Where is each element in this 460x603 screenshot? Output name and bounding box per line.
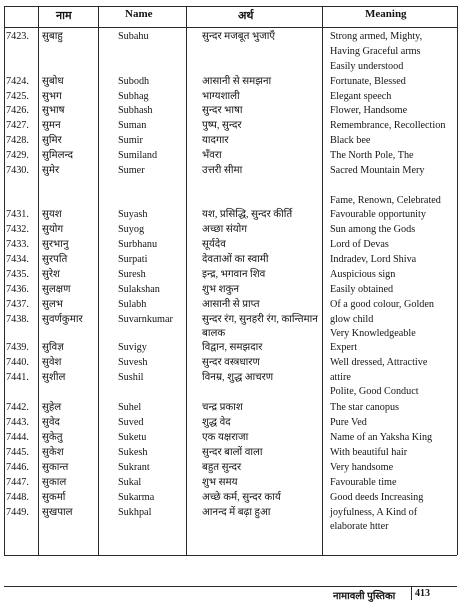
table-row: [0, 341, 460, 355]
entry-name: Suketu: [118, 432, 147, 443]
entry-meaning-hi-continued: बालक: [202, 328, 226, 339]
entry-meaning-en: With beautiful hair: [330, 447, 408, 458]
entry-name: Sulabh: [118, 299, 147, 310]
table-row: [0, 476, 460, 490]
entry-num: 7434.: [6, 254, 29, 265]
page-number: 413: [415, 588, 430, 599]
entry-hindi: सुबाहु: [42, 31, 63, 42]
entry-meaning-hi: बहुत सुन्दर: [202, 462, 242, 473]
entry-meaning-en: Elegant speech: [330, 91, 392, 102]
entry-hindi: सुमिर: [42, 135, 62, 146]
column-header-hindi-name: नाम: [56, 10, 72, 22]
entry-hindi: सुखपाल: [42, 507, 73, 518]
entry-hindi: सुलभ: [42, 299, 63, 310]
entry-meaning-en: Very handsome: [330, 462, 394, 473]
entry-meaning-en: Favourable opportunity: [330, 209, 426, 220]
entry-meaning-hi: विद्वान, समझदार: [202, 342, 263, 353]
entry-meaning-hi: शुद्ध वेद: [202, 417, 231, 428]
entry-hindi: सुरपति: [42, 254, 68, 265]
entry-meaning-hi: आसानी से प्राप्त: [202, 299, 260, 310]
table-row: [0, 30, 460, 44]
entry-num: 7441.: [6, 372, 29, 383]
entry-hindi: सुलक्षण: [42, 284, 71, 295]
entry-hindi: सुकाल: [42, 477, 67, 488]
entry-name: Sulakshan: [118, 284, 160, 295]
entry-name: Sumiland: [118, 150, 158, 161]
entry-num: 7429.: [6, 150, 29, 161]
entry-name: Suresh: [118, 269, 146, 280]
entry-num: 7433.: [6, 239, 29, 250]
table-row: [0, 313, 460, 327]
entry-meaning-en: Sacred Mountain Mery: [330, 165, 425, 176]
entry-meaning-en: glow child: [330, 314, 374, 325]
entry-name: Sukal: [118, 477, 142, 488]
entry-meaning-en: Flower, Handsome: [330, 105, 408, 116]
entry-name: Subhash: [118, 105, 153, 116]
entry-meaning-en: Fortunate, Blessed: [330, 76, 406, 87]
entry-meaning-hi: सूर्यदेव: [202, 239, 226, 250]
entry-hindi: सुयोग: [42, 224, 64, 235]
table-row-continuation: [0, 45, 460, 59]
entry-meaning-hi: इन्द्र, भगवान शिव: [202, 269, 266, 280]
entry-num: 7449.: [6, 507, 29, 518]
entry-meaning-en: The star canopus: [330, 402, 400, 413]
entry-meaning-hi: सुन्दर रंग, सुनहरी रंग, कान्तिमान: [202, 314, 318, 325]
entry-num: 7426.: [6, 105, 29, 116]
table-row: [0, 298, 460, 312]
entry-meaning-en: Expert: [330, 342, 358, 353]
entry-meaning-en: Favourable time: [330, 477, 397, 488]
table-row: [0, 283, 460, 297]
entry-name: Sushil: [118, 372, 144, 383]
entry-meaning-hi: भाग्यशाली: [202, 91, 240, 102]
entry-num: 7423.: [6, 31, 29, 42]
entry-name: Sukhpal: [118, 507, 152, 518]
entry-name: Suhel: [118, 402, 142, 413]
entry-num: 7425.: [6, 91, 29, 102]
entry-meaning-hi: शुभ समय: [202, 477, 238, 488]
table-row: [0, 253, 460, 267]
entry-num: 7444.: [6, 432, 29, 443]
table-bottom-rule: [4, 555, 457, 556]
entry-meaning-en: attire: [330, 372, 351, 383]
table-row: [0, 416, 460, 430]
entry-meaning-en: The North Pole, The: [330, 150, 414, 161]
entry-meaning-en: Well dressed, Attractive: [330, 357, 428, 368]
entry-meaning-hi: देवताओं का स्वामी: [202, 254, 269, 265]
entry-hindi: सुविज्ञ: [42, 342, 64, 353]
entry-name: Subodh: [118, 76, 150, 87]
entry-meaning-en: Sun among the Gods: [330, 224, 416, 235]
entry-hindi: सुहेल: [42, 402, 62, 413]
table-row: [0, 491, 460, 505]
entry-meaning-hi: पुष्प, सुन्दर: [202, 120, 242, 131]
entry-hindi: सुमिलन्द: [42, 150, 74, 161]
entry-num: 7439.: [6, 342, 29, 353]
entry-meaning-hi: यादगार: [202, 135, 229, 146]
entry-meaning-en: Good deeds Increasing: [330, 492, 424, 503]
column-header-meaning-hindi: अर्थ: [238, 10, 254, 22]
entry-meaning-en: Indradev, Lord Shiva: [330, 254, 417, 265]
entry-name: Subahu: [118, 31, 149, 42]
entry-hindi: सुशील: [42, 372, 66, 383]
table-row: [0, 461, 460, 475]
entry-num: 7424.: [6, 76, 29, 87]
entry-hindi: सुमन: [42, 120, 61, 131]
entry-meaning-en-continued: Easily understood: [330, 61, 404, 72]
entry-meaning-hi: सुन्दर बालों वाला: [202, 447, 263, 458]
footer-divider: [411, 586, 412, 600]
entry-hindi: सुयश: [42, 209, 62, 220]
entry-meaning-en: Auspicious sign: [330, 269, 396, 280]
table-row: [0, 506, 460, 520]
entry-meaning-hi: शुभ शकुन: [202, 284, 240, 295]
table-row-continuation: [0, 520, 460, 534]
footer-book-title: नामावली पुस्तिका: [333, 591, 396, 602]
entry-meaning-en-continued: Very Knowledgeable: [330, 328, 416, 339]
entry-name: Sukarma: [118, 492, 155, 503]
entry-num: 7442.: [6, 402, 29, 413]
table-row: [0, 208, 460, 222]
table-row: [0, 134, 460, 148]
entry-num: 7430.: [6, 165, 29, 176]
entry-num: 7446.: [6, 462, 29, 473]
table-row-continuation: [0, 194, 460, 208]
entry-hindi: सुमेर: [42, 165, 60, 176]
entry-hindi: सुकेतु: [42, 432, 63, 443]
entry-name: Suvesh: [118, 357, 148, 368]
entry-hindi: सुभग: [42, 91, 62, 102]
entry-hindi: सुकेश: [42, 447, 64, 458]
entry-num: 7438.: [6, 314, 29, 325]
table-row: [0, 268, 460, 282]
table-row: [0, 119, 460, 133]
table-row: [0, 75, 460, 89]
entry-meaning-en: Of a good colour, Golden: [330, 299, 434, 310]
entry-meaning-hi: अच्छा संयोग: [202, 224, 248, 235]
entry-meaning-en: Black bee: [330, 135, 371, 146]
entry-meaning-hi: भँवरा: [202, 150, 222, 161]
entry-meaning-hi: अच्छे कर्म, सुन्दर कार्य: [202, 492, 281, 503]
table-top-rule: [4, 6, 457, 7]
entry-hindi: सुभाष: [42, 105, 65, 116]
entry-name: Suved: [118, 417, 144, 428]
entry-name: Suyog: [118, 224, 145, 235]
entry-name: Sumir: [118, 135, 143, 146]
entry-hindi: सुवर्णकुमार: [42, 314, 83, 325]
entry-name: Suyash: [118, 209, 148, 220]
table-row-continuation: [0, 385, 460, 399]
entry-hindi: सुबोध: [42, 76, 64, 87]
entry-hindi: सुरभानु: [42, 239, 69, 250]
table-row: [0, 238, 460, 252]
entry-meaning-hi: आनन्द में बढ़ा हुआ: [202, 507, 271, 518]
entry-name: Sukesh: [118, 447, 148, 458]
table-row: [0, 356, 460, 370]
entry-num: 7432.: [6, 224, 29, 235]
entry-num: 7436.: [6, 284, 29, 295]
entry-meaning-en: Pure Ved: [330, 417, 367, 428]
table-row: [0, 401, 460, 415]
entry-meaning-en: Lord of Devas: [330, 239, 389, 250]
entry-meaning-en: joyfulness, A Kind of: [330, 507, 418, 518]
entry-meaning-en: Easily obtained: [330, 284, 394, 295]
entry-num: 7431.: [6, 209, 29, 220]
column-header-meaning: Meaning: [365, 8, 407, 20]
entry-meaning-hi: सुन्दर भाषा: [202, 105, 243, 116]
table-row: [0, 104, 460, 118]
entry-meaning-hi: यश, प्रसिद्धि, सुन्दर कीर्ति: [202, 209, 293, 220]
entry-num: 7448.: [6, 492, 29, 503]
entry-meaning-hi: विनम्र, शुद्ध आचरण: [202, 372, 274, 383]
table-row: [0, 164, 460, 178]
entry-name: Suvarnkumar: [118, 314, 173, 325]
footer-rule: [4, 586, 457, 587]
entry-name: Sukrant: [118, 462, 150, 473]
table-row: [0, 223, 460, 237]
entry-name: Subhag: [118, 91, 149, 102]
entry-num: 7435.: [6, 269, 29, 280]
entry-meaning-hi: सुन्दर मजबूत भुजाएँ: [202, 31, 275, 42]
entry-num: 7443.: [6, 417, 29, 428]
table-row: [0, 90, 460, 104]
entry-meaning-hi: सुन्दर वस्त्रधारण: [202, 357, 260, 368]
entry-hindi: सुवेद: [42, 417, 60, 428]
table-header-rule: [4, 27, 457, 28]
entry-meaning-en: Strong armed, Mighty,: [330, 31, 423, 42]
entry-meaning-en-continued: Fame, Renown, Celebrated: [330, 195, 441, 206]
entry-meaning-hi: चन्द्र प्रकाश: [202, 402, 243, 413]
entry-name: Suman: [118, 120, 147, 131]
entry-meaning-en-continued: Having Graceful arms: [330, 46, 421, 57]
entry-meaning-en-continued: elaborate htter: [330, 521, 389, 532]
entry-meaning-hi: उत्तरी सीमा: [202, 165, 243, 176]
table-row: [0, 371, 460, 385]
entry-hindi: सुकान्त: [42, 462, 69, 473]
entry-name: Suvigy: [118, 342, 147, 353]
entry-name: Sumer: [118, 165, 145, 176]
table-row-continuation: [0, 327, 460, 341]
entry-hindi: सुवेश: [42, 357, 62, 368]
entry-hindi: सुरेश: [42, 269, 60, 280]
entry-meaning-hi: आसानी से समझना: [202, 76, 272, 87]
entry-hindi: सुकर्मा: [42, 492, 66, 503]
entry-meaning-en-continued: Polite, Good Conduct: [330, 386, 419, 397]
column-header-name: Name: [125, 8, 153, 20]
entry-num: 7447.: [6, 477, 29, 488]
table-row: [0, 149, 460, 163]
table-row: [0, 431, 460, 445]
entry-meaning-en: Remembrance, Recollection: [330, 120, 446, 131]
entry-name: Surbhanu: [118, 239, 158, 250]
entry-num: 7445.: [6, 447, 29, 458]
entry-name: Surpati: [118, 254, 148, 265]
table-row-continuation: [0, 60, 460, 74]
entry-meaning-en: Name of an Yaksha King: [330, 432, 433, 443]
entry-num: 7440.: [6, 357, 29, 368]
table-row: [0, 446, 460, 460]
entry-num: 7428.: [6, 135, 29, 146]
entry-num: 7437.: [6, 299, 29, 310]
entry-num: 7427.: [6, 120, 29, 131]
entry-meaning-hi: एक यक्षराजा: [202, 432, 249, 443]
